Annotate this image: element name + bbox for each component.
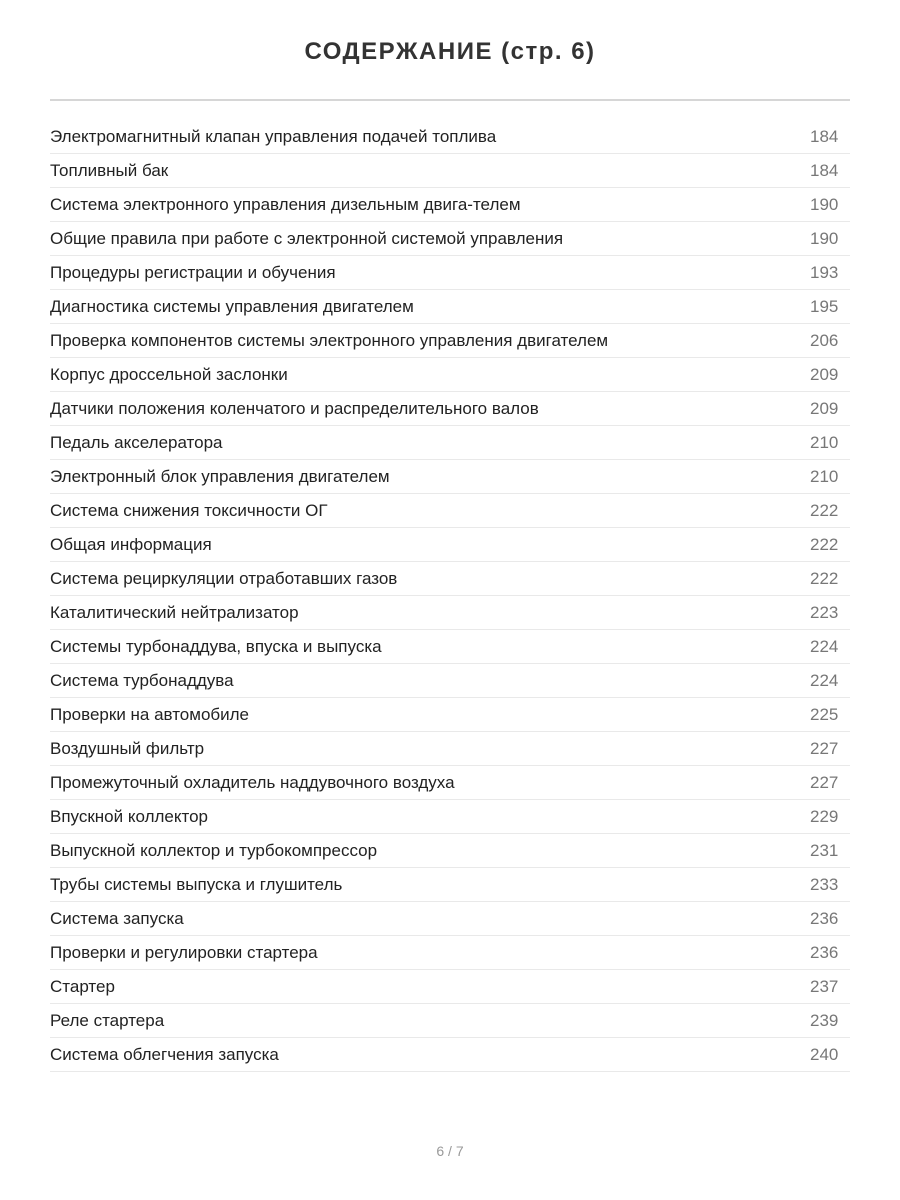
toc-entry-title: Система запуска <box>50 908 184 928</box>
toc-entry-title: Реле стартера <box>50 1010 165 1030</box>
toc-entry-page-number: 210 <box>810 432 839 452</box>
toc-entry-page-number: 224 <box>810 670 839 690</box>
toc-entry-title: Каталитический нейтрализатор <box>50 602 299 622</box>
toc-entry-title: Педаль акселератора <box>50 432 223 452</box>
toc-entry[interactable] <box>50 936 850 970</box>
toc-entry[interactable] <box>50 698 850 732</box>
toc-entry-page-number: 229 <box>810 806 839 826</box>
toc-entry-page-number: 225 <box>810 704 839 724</box>
toc-entry-title: Процедуры регистрации и обучения <box>50 262 336 282</box>
toc-entry[interactable] <box>50 664 850 698</box>
toc-entry-page-number: 184 <box>810 160 839 180</box>
table-of-contents <box>50 120 850 1072</box>
toc-entry[interactable] <box>50 120 850 154</box>
title-divider <box>50 99 850 101</box>
toc-entry-page-number: 222 <box>810 500 839 520</box>
toc-entry[interactable] <box>50 528 850 562</box>
toc-entry-page-number: 184 <box>810 126 839 146</box>
toc-entry-title: Стартер <box>50 976 115 996</box>
toc-entry[interactable] <box>50 732 850 766</box>
toc-entry-page-number: 190 <box>810 194 839 214</box>
toc-entry[interactable] <box>50 868 850 902</box>
toc-entry[interactable] <box>50 154 850 188</box>
toc-entry-title: Проверки на автомобиле <box>50 704 250 724</box>
toc-entry-page-number: 236 <box>810 908 839 928</box>
toc-entry-title: Промежуточный охладитель наддувочного воздуха <box>50 772 455 792</box>
toc-entry-page-number: 190 <box>810 228 839 248</box>
toc-entry-page-number: 239 <box>810 1010 839 1030</box>
toc-entry[interactable] <box>50 800 850 834</box>
toc-entry[interactable] <box>50 562 850 596</box>
toc-entry-title: Система электронного управления дизельным двига-телем <box>50 194 521 214</box>
toc-entry-title: Система турбонаддува <box>50 670 234 690</box>
toc-entry-title: Трубы системы выпуска и глушитель <box>50 874 343 894</box>
page-indicator: 6 / 7 <box>436 1143 464 1159</box>
page-title: СОДЕРЖАНИЕ (стр. 6) <box>304 38 596 65</box>
toc-entry-title: Электромагнитный клапан управления подачей топлива <box>50 126 497 146</box>
toc-entry-title: Электронный блок управления двигателем <box>50 466 390 486</box>
toc-entry[interactable] <box>50 1038 850 1072</box>
toc-entry-page-number: 237 <box>810 976 839 996</box>
toc-entry-page-number: 231 <box>810 840 839 860</box>
toc-entry-page-number: 224 <box>810 636 839 656</box>
toc-entry-page-number: 236 <box>810 942 839 962</box>
toc-entry-title: Выпускной коллектор и турбокомпрессор <box>50 840 378 860</box>
toc-entry-page-number: 206 <box>810 330 839 350</box>
toc-entry-page-number: 222 <box>810 534 839 554</box>
toc-entry[interactable] <box>50 256 850 290</box>
toc-entry-title: Корпус дроссельной заслонки <box>50 364 288 384</box>
toc-entry[interactable] <box>50 426 850 460</box>
toc-entry-page-number: 223 <box>810 602 839 622</box>
toc-entry[interactable] <box>50 460 850 494</box>
toc-entry-title: Система снижения токсичности ОГ <box>50 500 328 520</box>
toc-entry-title: Общие правила при работе с электронной системой управления <box>50 228 564 248</box>
toc-entry[interactable] <box>50 290 850 324</box>
toc-entry-title: Общая информация <box>50 534 212 554</box>
toc-entry[interactable] <box>50 188 850 222</box>
toc-entry-page-number: 222 <box>810 568 839 588</box>
toc-entry-page-number: 227 <box>810 738 839 758</box>
toc-entry-page-number: 227 <box>810 772 839 792</box>
toc-entry[interactable] <box>50 596 850 630</box>
toc-entry-title: Проверка компонентов системы электронного управления двигателем <box>50 330 609 350</box>
toc-entry[interactable] <box>50 358 850 392</box>
toc-entry[interactable] <box>50 494 850 528</box>
toc-entry-page-number: 193 <box>810 262 839 282</box>
toc-entry-title: Впускной коллектор <box>50 806 208 826</box>
toc-entry[interactable] <box>50 970 850 1004</box>
toc-entry-page-number: 210 <box>810 466 839 486</box>
toc-entry-page-number: 240 <box>810 1044 839 1064</box>
toc-entry-title: Диагностика системы управления двигателем <box>50 296 414 316</box>
toc-entry[interactable] <box>50 902 850 936</box>
toc-entry[interactable] <box>50 222 850 256</box>
toc-entry[interactable] <box>50 392 850 426</box>
toc-entry-title: Воздушный фильтр <box>50 738 205 758</box>
toc-entry-title: Топливный бак <box>50 160 169 180</box>
toc-entry-page-number: 195 <box>810 296 839 316</box>
toc-entry-title: Система рециркуляции отработавших газов <box>50 568 398 588</box>
toc-entry[interactable] <box>50 324 850 358</box>
toc-entry[interactable] <box>50 1004 850 1038</box>
toc-entry-page-number: 209 <box>810 364 839 384</box>
toc-entry-page-number: 233 <box>810 874 839 894</box>
toc-entry-title: Системы турбонаддува, впуска и выпуска <box>50 636 382 656</box>
toc-entry-title: Система облегчения запуска <box>50 1044 279 1064</box>
toc-entry[interactable] <box>50 766 850 800</box>
toc-entry[interactable] <box>50 834 850 868</box>
toc-entry-title: Проверки и регулировки стартера <box>50 942 318 962</box>
toc-entry-title: Датчики положения коленчатого и распределительного валов <box>50 398 539 418</box>
toc-entry[interactable] <box>50 630 850 664</box>
toc-entry-page-number: 209 <box>810 398 839 418</box>
